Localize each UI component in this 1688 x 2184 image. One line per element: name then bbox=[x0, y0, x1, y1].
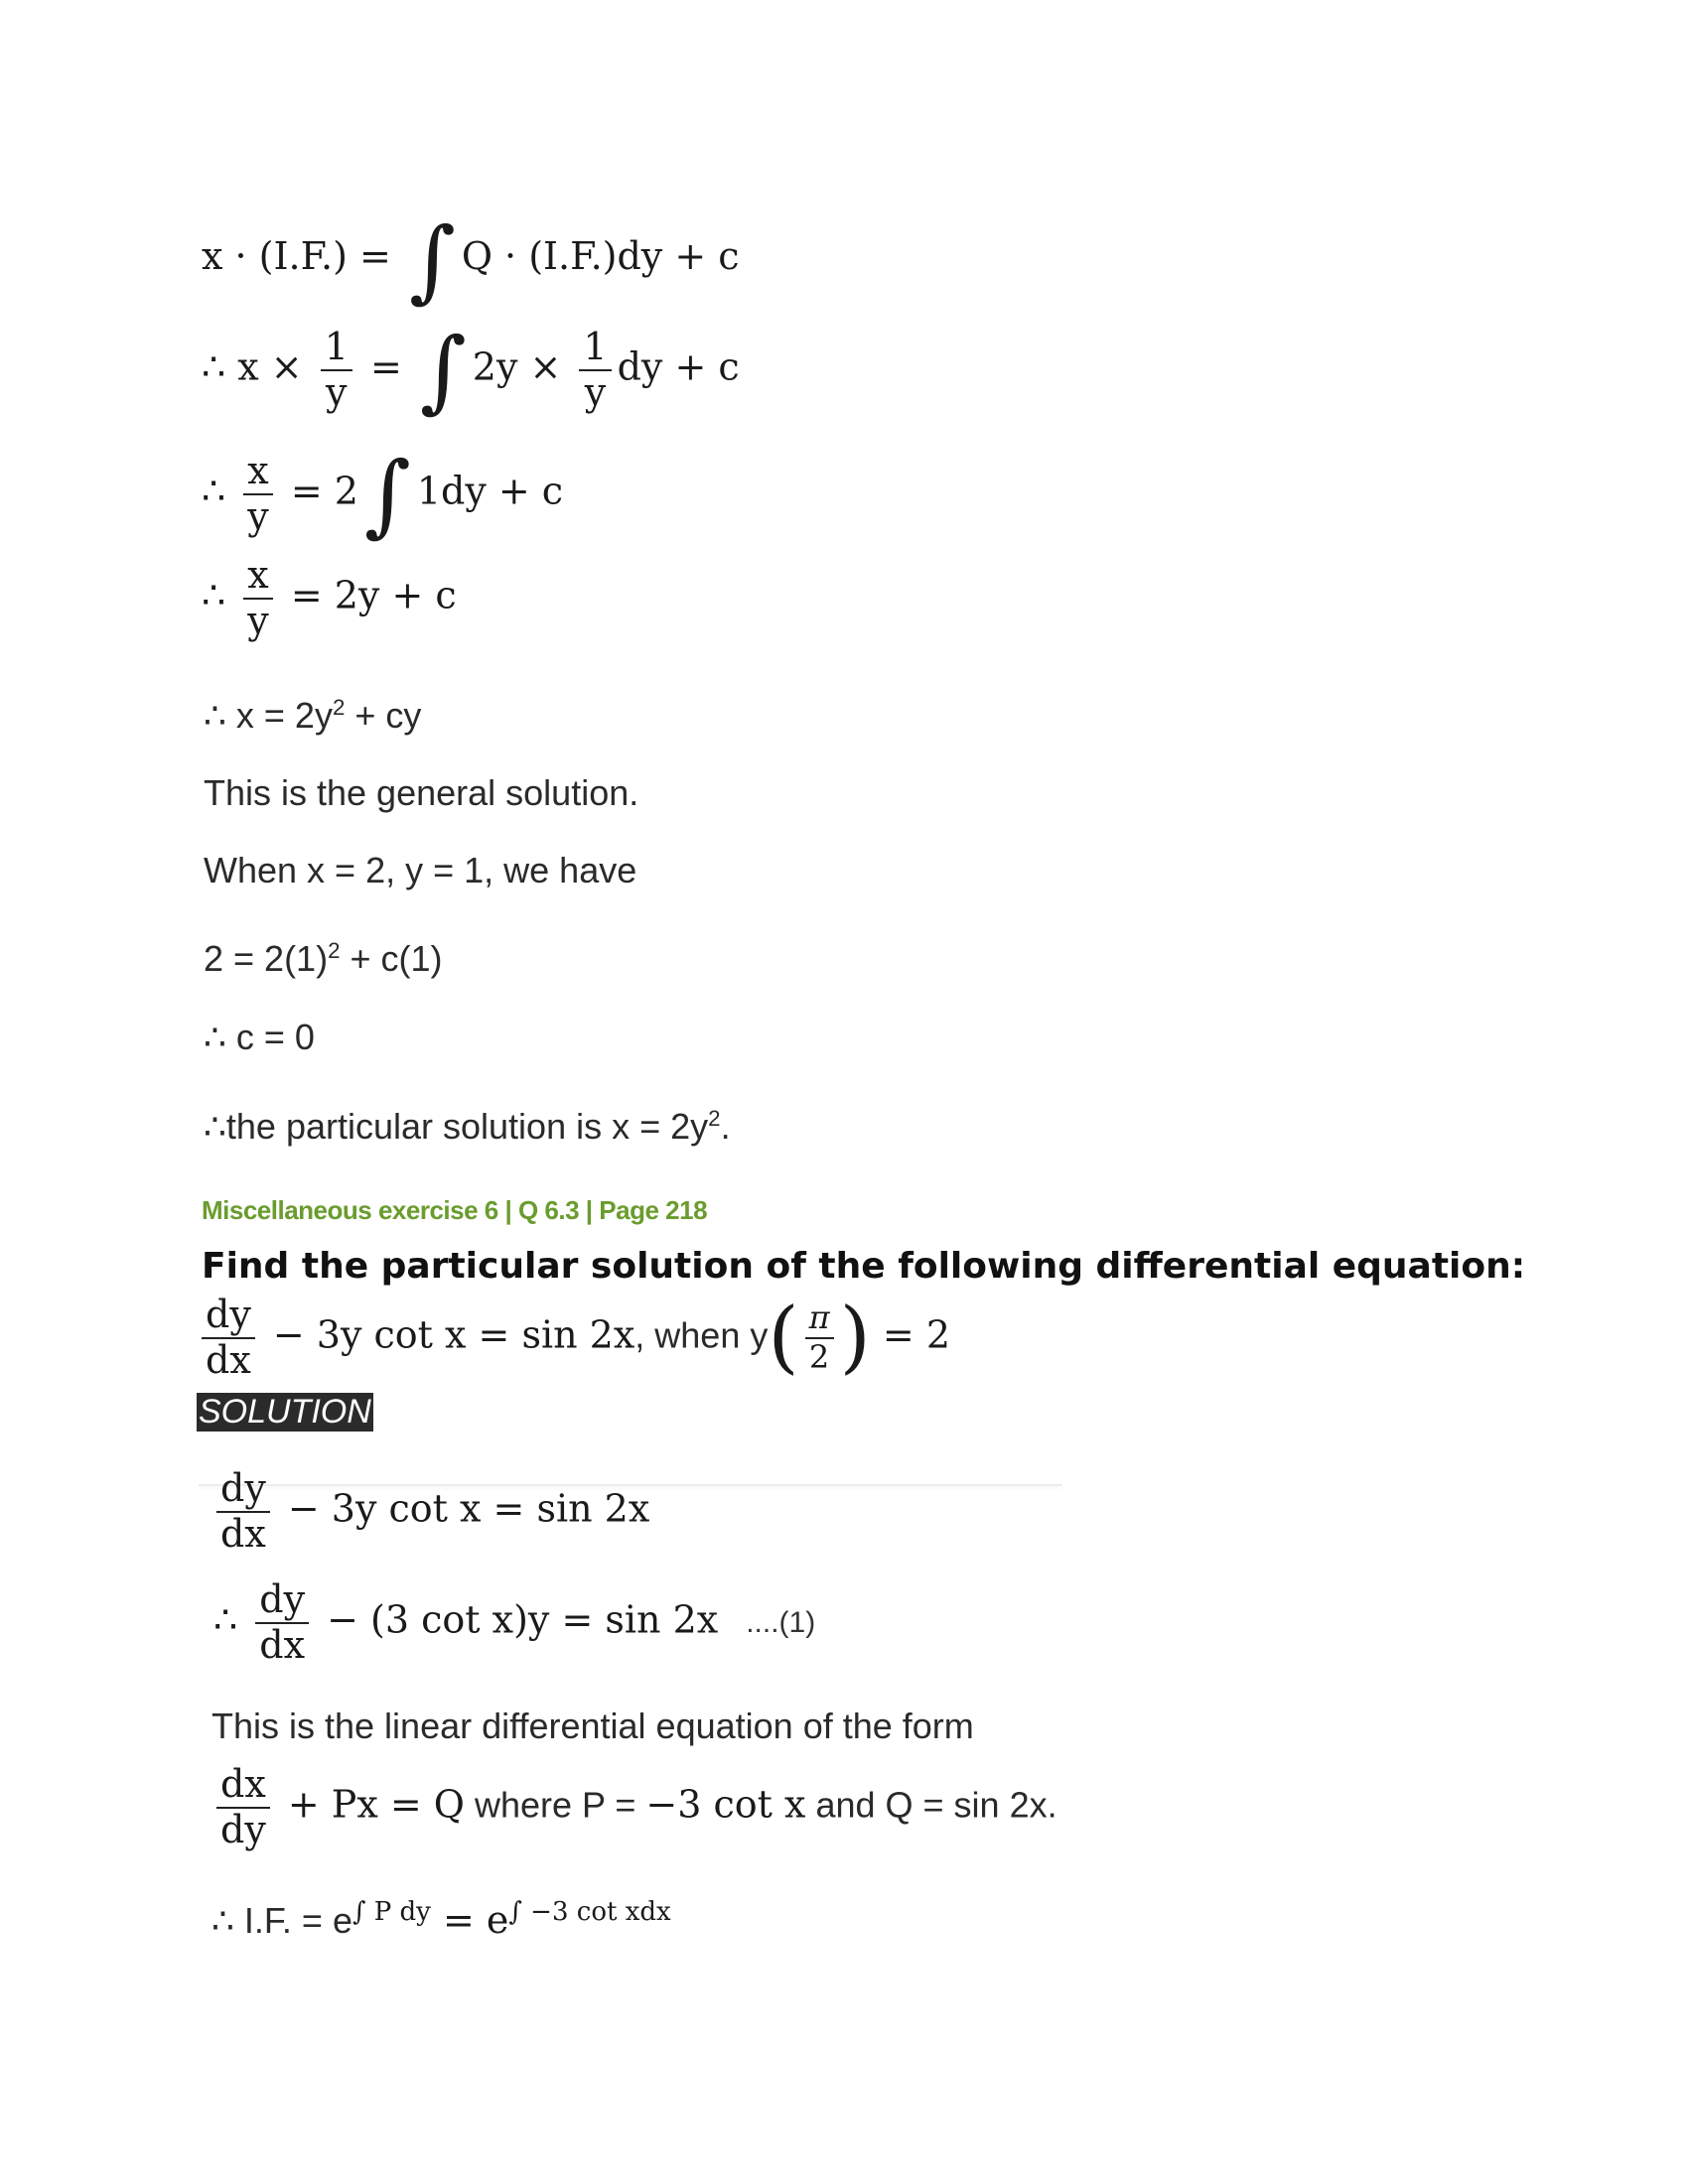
text: ∴the particular solution is x = 2y bbox=[204, 1106, 709, 1147]
when-word: , when y bbox=[634, 1314, 769, 1356]
fraction-dx-over-dy bbox=[216, 1762, 270, 1851]
equation-rest: − (3 cot x)y = sin 2x bbox=[315, 1597, 719, 1642]
two-y-times: 2y × bbox=[472, 344, 574, 389]
equals-two: = 2 bbox=[870, 1312, 951, 1357]
question-equation bbox=[202, 1290, 951, 1383]
equation-form: + Px = Q bbox=[275, 1782, 465, 1827]
question-title: Find the particular solution of the following differential equation: bbox=[202, 1246, 1526, 1287]
integral-symbol: ∫ bbox=[419, 319, 467, 424]
numerator: 1 bbox=[321, 328, 352, 371]
exponent: 2 bbox=[328, 938, 341, 963]
denominator: y bbox=[584, 369, 607, 414]
general-form-line bbox=[204, 695, 421, 737]
right-paren: ) bbox=[839, 1290, 871, 1383]
numerator: π bbox=[805, 1301, 834, 1339]
numerator: x bbox=[243, 556, 272, 600]
dy-plus-c: dy + c bbox=[617, 344, 740, 389]
equals-two-y-plus-c: = 2y + c bbox=[278, 573, 457, 617]
text: . bbox=[720, 1106, 731, 1147]
therefore-symbol: ∴ bbox=[202, 573, 238, 617]
equation-middle: − 3y cot x = sin 2x bbox=[260, 1312, 635, 1357]
denominator: dx bbox=[220, 1511, 266, 1556]
fraction-dy-over-dx bbox=[255, 1577, 309, 1667]
linear-form-text: This is the linear differential equation of the form bbox=[211, 1706, 974, 1746]
when-text: When x = 2, y = 1, we have bbox=[204, 850, 637, 890]
q-text: and Q = sin 2x. bbox=[805, 1784, 1057, 1826]
integral-symbol: ∫ bbox=[363, 443, 411, 548]
fraction-pi-over-2 bbox=[805, 1298, 834, 1376]
denominator: y bbox=[247, 493, 269, 538]
text: + cy bbox=[345, 695, 422, 736]
therefore-x-times: ∴ x × bbox=[202, 344, 315, 389]
therefore-symbol: ∴ bbox=[213, 1597, 250, 1642]
denominator: y bbox=[326, 369, 348, 414]
denominator: dx bbox=[206, 1337, 251, 1382]
exponent: 2 bbox=[708, 1106, 721, 1131]
left-paren: ( bbox=[768, 1290, 799, 1383]
integrating-factor-line bbox=[211, 1898, 671, 1942]
numerator: dy bbox=[255, 1580, 309, 1624]
equation-line-2 bbox=[202, 319, 740, 424]
equation-line-1 bbox=[202, 208, 740, 313]
denominator: 2 bbox=[808, 1337, 830, 1376]
equals: = bbox=[357, 344, 414, 389]
solution-label[interactable]: SOLUTION bbox=[199, 1393, 371, 1431]
numerator: x bbox=[243, 452, 272, 495]
exponent: ∫ −3 cot xdx bbox=[508, 1897, 671, 1927]
equals-two: = 2 bbox=[278, 469, 358, 513]
equation-line-4 bbox=[202, 553, 457, 642]
integral-symbol: ∫ bbox=[408, 208, 456, 313]
fraction-dy-over-dx bbox=[202, 1293, 255, 1382]
question-reference-link[interactable]: Miscellaneous exercise 6 | Q 6.3 | Page 218 bbox=[202, 1195, 708, 1225]
solution-line-4 bbox=[216, 1762, 1057, 1851]
text: + c(1) bbox=[340, 938, 443, 979]
text: ∴ x = 2y bbox=[204, 695, 333, 736]
particular-solution-line bbox=[204, 1106, 731, 1148]
equation-lhs: x · (I.F.) = bbox=[202, 234, 403, 278]
denominator: dy bbox=[220, 1807, 266, 1851]
substitution-line bbox=[204, 938, 443, 980]
denominator: y bbox=[247, 598, 269, 642]
exponent: ∫ P dy bbox=[352, 1897, 431, 1927]
equation-line-3 bbox=[202, 443, 564, 548]
numerator: dy bbox=[202, 1296, 255, 1339]
exponent: 2 bbox=[332, 695, 346, 720]
text: = e bbox=[430, 1898, 509, 1942]
fraction-one-over-y bbox=[579, 325, 611, 414]
equation-rest: − 3y cot x = sin 2x bbox=[275, 1486, 650, 1531]
equation-rhs: Q · (I.F.)dy + c bbox=[461, 234, 740, 278]
solution-line-1 bbox=[216, 1466, 650, 1556]
numerator: 1 bbox=[579, 328, 611, 371]
equation-tag: ....(1) bbox=[746, 1606, 816, 1640]
one-dy-plus-c: 1dy + c bbox=[416, 469, 564, 513]
text: ∴ I.F. = e bbox=[211, 1900, 352, 1941]
solution-line-2 bbox=[213, 1577, 816, 1667]
where-text: where P = bbox=[464, 1784, 646, 1826]
fraction-dy-over-dx bbox=[216, 1466, 270, 1556]
text: 2 = 2(1) bbox=[204, 938, 329, 979]
c-equals-zero: ∴ c = 0 bbox=[204, 1017, 315, 1057]
numerator: dy bbox=[216, 1469, 270, 1513]
fraction-one-over-y bbox=[321, 325, 352, 414]
general-solution-text: This is the general solution. bbox=[204, 772, 639, 813]
p-value: −3 cot x bbox=[645, 1782, 806, 1827]
fraction-x-over-y bbox=[243, 449, 272, 538]
fraction-x-over-y bbox=[243, 553, 272, 642]
therefore-symbol: ∴ bbox=[202, 469, 238, 513]
numerator: dx bbox=[216, 1765, 270, 1809]
denominator: dx bbox=[259, 1622, 306, 1667]
